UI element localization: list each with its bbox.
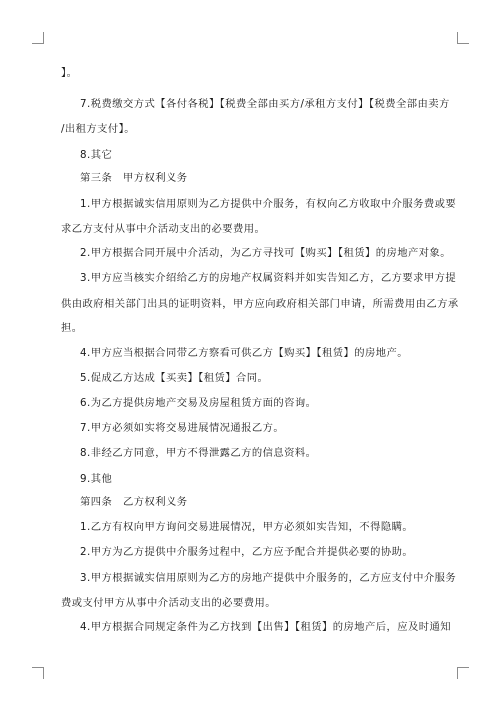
crop-mark-top-left [32, 32, 44, 44]
text-line: 1.乙方有权向甲方询问交易进展情况，甲方必须如实告知，不得隐瞒。 [80, 521, 414, 533]
crop-mark-top-right [457, 32, 469, 44]
text-line: 费或支付甲方从事中介活动支出的必要费用。 [61, 597, 276, 609]
text-line: 5.促成乙方达成【买卖】【租赁】合同。 [80, 372, 269, 384]
text-line: 8.非经乙方同意，甲方不得泄露乙方的信息资料。 [80, 447, 317, 459]
text-line: 担。 [61, 322, 83, 334]
text-line: /出租方支付】。 [61, 123, 135, 135]
text-line: 供由政府相关部门出具的证明资料，甲方应向政府相关部门申请，所需费用由乙方承 [61, 298, 459, 310]
crop-mark-bottom-left [32, 667, 44, 679]
text-line: 7.甲方必须如实将交易进展情况通报乙方。 [80, 422, 285, 434]
text-line: 2.甲方根据合同开展中介活动，为乙方寻找可【购买】【租赁】的房地产对象。 [80, 247, 451, 259]
section-heading: 第三条 甲方权利义务 [80, 172, 188, 184]
text-line: 】。 [61, 67, 78, 79]
text-line: 8.其它 [80, 149, 113, 161]
crop-mark-bottom-right [457, 667, 469, 679]
section-heading: 第四条 乙方权利义务 [80, 496, 188, 508]
text-line: 3.甲方根据诚实信用原则为乙方的房地产提供中介服务的，乙方应支付中介服务 [80, 572, 457, 584]
text-line: 求乙方支付从事中介活动支出的必要费用。 [61, 223, 266, 235]
text-line: 6.为乙方提供房地产交易及房屋租赁方面的咨询。 [80, 397, 317, 409]
text-line: 7.税费缴交方式【各付各税】【税费全部由买方/承租方支付】【税费全部由卖方 [80, 98, 450, 110]
text-line: 9.其他 [80, 473, 113, 485]
text-line: 3.甲方应当核实介绍给乙方的房地产权属资料并如实告知乙方，乙方要求甲方提 [80, 272, 457, 284]
text-line: 4.甲方根据合同规定条件为乙方找到【出售】【租赁】的房地产后，应及时通知 [80, 621, 451, 633]
text-line: 1.甲方根据诚实信用原则为乙方提供中介服务，有权向乙方收取中介服务费或要 [80, 198, 457, 210]
text-line: 4.甲方应当根据合同带乙方察看可供乙方【购买】【租赁】的房地产。 [80, 347, 408, 359]
text-line: 2.甲方为乙方提供中介服务过程中，乙方应予配合并提供必要的协助。 [80, 546, 414, 558]
